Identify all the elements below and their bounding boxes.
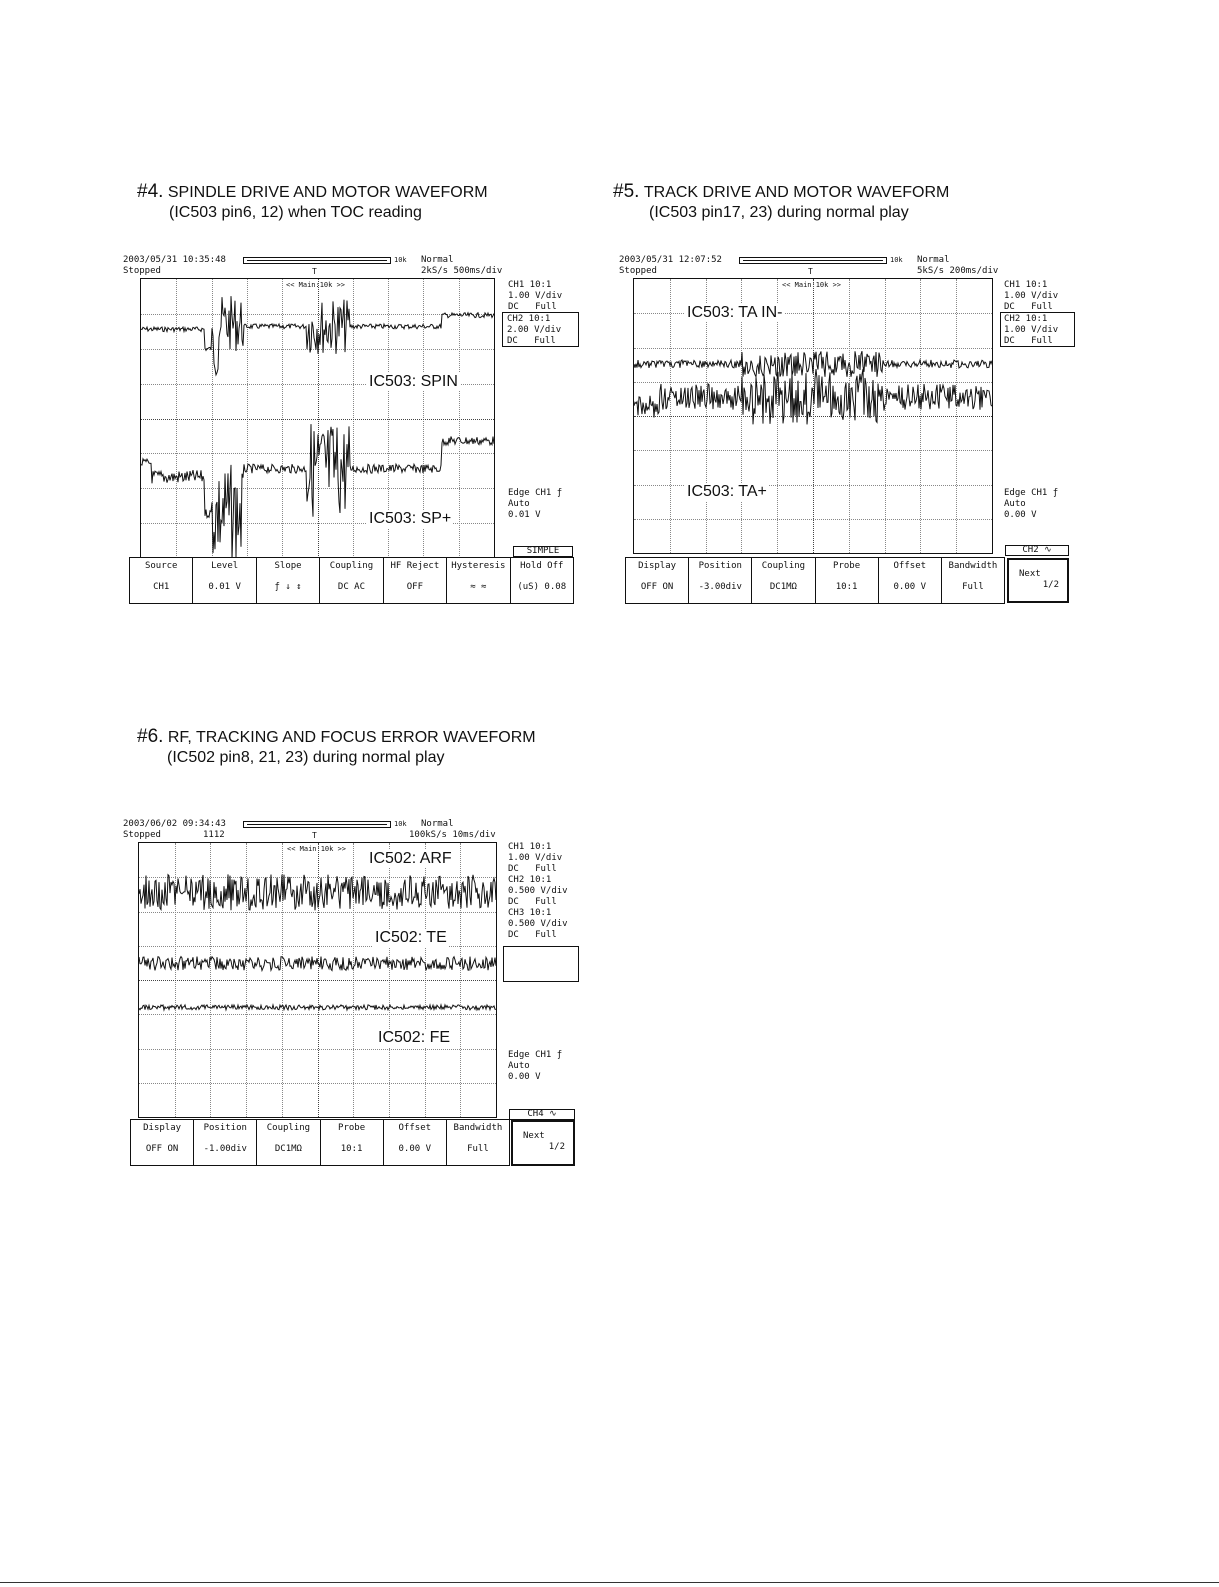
zoom-label: << Main:10k >> [782,281,842,289]
menu-offset[interactable]: Offset 0.00 V [879,558,942,603]
empty-channel-box [503,946,579,982]
figure-number: #4. [137,181,164,202]
trace-te [139,957,496,971]
waveform-label-fe: IC502: FE [378,1029,451,1046]
menu-coupling[interactable]: Coupling DC1MΩ [257,1120,320,1165]
sample-rate: 2kS/s 500ms/div [421,266,503,276]
scope-status: Stopped [123,266,161,276]
waveform-label-ta-plus: IC503: TA+ [687,483,767,500]
channel-settings: CH1 10:1 1.00 V/div DC Full [1004,280,1059,312]
menu-position[interactable]: Position -1.00div [194,1120,257,1165]
scope-status: Stopped [123,830,161,840]
record-length: 10k [890,256,903,264]
record-length: 10k [394,820,407,828]
figure-number: #5. [613,181,640,202]
trigger-position-marker: T [312,267,317,276]
record-bar [243,821,391,828]
figure-title: TRACK DRIVE AND MOTOR WAVEFORM [643,184,950,201]
next-page-button[interactable] [1007,558,1069,603]
acq-mode: Normal [917,255,950,265]
menu-level[interactable]: Level 0.01 V [193,558,256,603]
figure-4-heading [137,181,557,225]
trigger-settings: Edge CH1 ƒ Auto 0.01 V [508,488,563,520]
menu-bandwidth[interactable]: Bandwidth Full [453,1123,503,1154]
soft-key-menu [129,557,574,604]
trace-fe [139,1005,496,1010]
trace-sp-plus [141,424,494,560]
waveform-label-arf: IC502: ARF [369,850,452,867]
figure-number: #6. [137,726,164,747]
record-length: 10k [394,256,407,264]
figure-title: RF, TRACKING AND FOCUS ERROR WAVEFORM [167,729,536,746]
scope-datetime: 2003/06/02 09:34:43 [123,819,226,829]
menu-hf-reject[interactable]: HF Reject OFF [384,558,447,603]
acq-mode: Normal [421,255,454,265]
simple-tab[interactable]: SIMPLE [513,546,573,557]
oscilloscope-screen-4 [123,253,583,605]
menu-probe[interactable]: Probe 10:1 [816,558,879,603]
zoom-label: << Main:10k >> [287,845,347,853]
wave-icon: ∿ [1044,545,1052,555]
trace-arf [139,874,496,910]
channel-2-settings: CH2 10:1 1.00 V/div DC Full [1004,314,1059,346]
menu-probe[interactable]: Probe 10:1 [321,1120,384,1165]
menu-offset[interactable]: Offset 0.00 V [384,1120,447,1165]
next-page-button[interactable] [511,1120,575,1166]
soft-key-menu [625,557,1005,604]
acq-mode: Normal [421,819,454,829]
next-label: Next [523,1131,545,1141]
menu-bandwidth[interactable]: Bandwidth Full [948,561,998,592]
trigger-settings: Edge CH1 ƒ Auto 0.00 V [508,1050,563,1082]
channel-tab[interactable]: CH2 ∿ [1005,545,1069,556]
footer-rule [0,1582,1219,1583]
page-indicator: 1/2 [1042,580,1059,590]
waveform-area [138,842,497,1118]
channel-tab[interactable]: CH4 ∿ [509,1109,575,1120]
sample-rate: 5kS/s 200ms/div [917,266,999,276]
waveform-label-ta-in: IC503: TA IN- [687,304,783,321]
channel-settings-box [502,312,579,347]
soft-key-menu [130,1119,510,1166]
figure-subtitle: (IC502 pin8, 21, 23) during normal play [167,749,445,766]
menu-source[interactable]: Source CH1 [130,558,193,603]
waveform-label-te: IC502: TE [375,929,447,946]
scope-status: Stopped [619,266,657,276]
waveform-label-spin: IC503: SPIN [369,373,458,390]
menu-display[interactable]: Display OFF ON [626,558,689,603]
page-indicator: 1/2 [548,1142,565,1152]
channel-settings: CH1 10:1 1.00 V/div DC Full [508,280,563,312]
menu-coupling[interactable]: Coupling DC AC [320,558,383,603]
channel-settings: CH1 10:1 1.00 V/div DC Full CH2 10:1 0.500 V/div DC Full CH3 10:1 0.500 V/div DC Full [508,842,568,940]
waveform-traces [139,843,496,1117]
wave-icon: ∿ [549,1109,557,1119]
scope-datetime: 2003/05/31 12:07:52 [619,255,722,265]
figure-title: SPINDLE DRIVE AND MOTOR WAVEFORM [167,184,488,201]
scope-datetime: 2003/05/31 10:35:48 [123,255,226,265]
channel-2-settings: CH2 10:1 2.00 V/div DC Full [507,314,562,346]
record-bar [739,257,887,264]
trigger-position-marker: T [312,831,317,840]
figure-subtitle: (IC503 pin17, 23) during normal play [649,204,909,221]
zoom-label: << Main:10k >> [286,281,346,289]
waveform-label-sp-plus: IC503: SP+ [369,510,452,527]
next-label: Next [1019,569,1041,579]
menu-coupling[interactable]: Coupling DC1MΩ [752,558,815,603]
menu-position[interactable]: Position -3.00div [689,558,752,603]
oscilloscope-screen-5 [619,253,1079,605]
figure-subtitle: (IC503 pin6, 12) when TOC reading [169,204,422,221]
acquisition-count: 1112 [203,830,225,840]
menu-hold-off[interactable]: Hold Off (uS) 0.08 [517,561,567,592]
trigger-position-marker: T [808,267,813,276]
channel-settings-box [1000,312,1075,347]
record-bar [243,257,391,264]
oscilloscope-screen-6 [123,817,583,1169]
trace-ta-in [634,351,992,377]
trace-ta-plus [634,369,992,425]
figure-6-heading [137,726,597,770]
menu-slope[interactable]: Slope ƒ ↓ ↕ [257,558,320,603]
figure-5-heading [613,181,1033,225]
trigger-settings: Edge CH1 ƒ Auto 0.00 V [1004,488,1059,520]
menu-display[interactable]: Display OFF ON [131,1120,194,1165]
menu-hysteresis[interactable]: Hysteresis ≈ ≈ [447,558,510,603]
trace-spin [141,296,494,375]
sample-rate: 100kS/s 10ms/div [409,830,496,840]
